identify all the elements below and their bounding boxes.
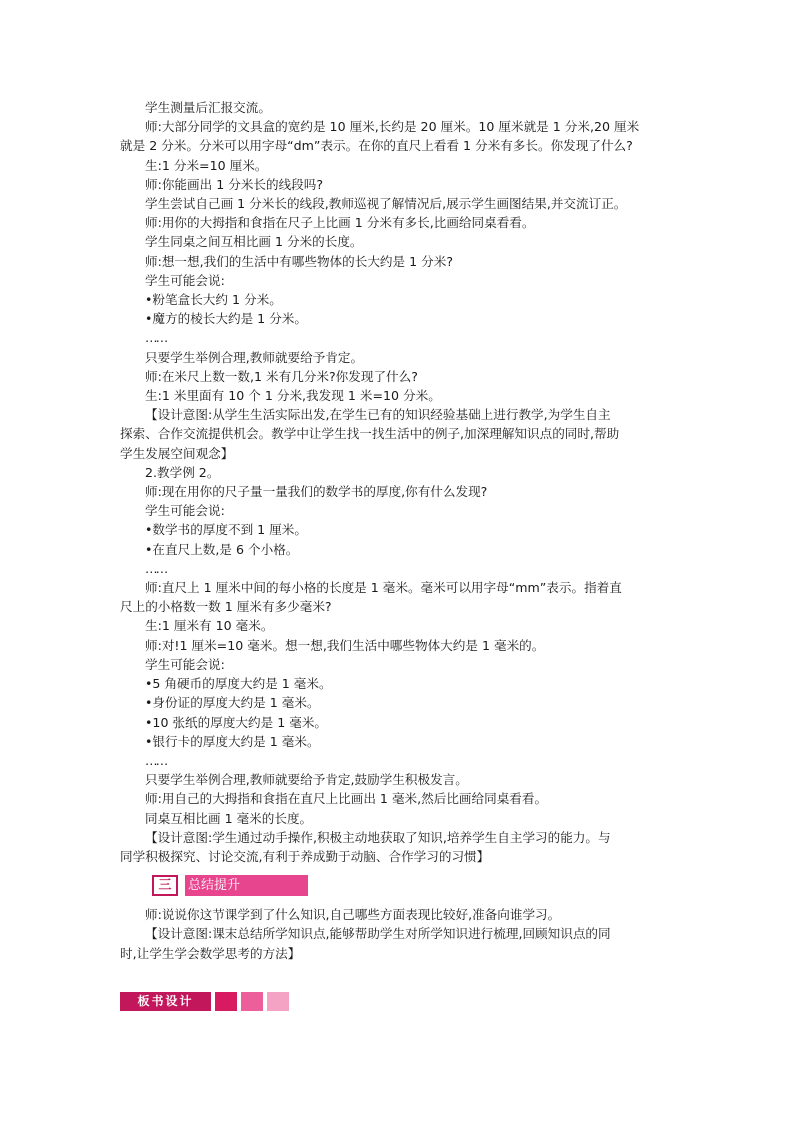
design-intent: 时,让学生学会数学思考的方法】 <box>120 945 301 961</box>
text-line: 师:对!1 厘米=10 毫米。想一想,我们生活中哪些物体大约是 1 毫米的。 <box>145 637 545 653</box>
decor-square <box>267 992 289 1011</box>
text-line: 师:说说你这节课学到了什么知识,自己哪些方面表现比较好,准备向谁学习。 <box>145 907 561 923</box>
design-intent: 同学积极探究、讨论交流,有利于养成勤于动脑、合作学习的习惯】 <box>120 848 490 864</box>
text-line: 学生可能会说: <box>145 656 225 672</box>
text-line: 生:1 分米=10 厘米。 <box>145 157 268 173</box>
text-line: 学生尝试自己画 1 分米长的线段,教师巡视了解情况后,展示学生画图结果,并交流订正。 <box>145 196 627 212</box>
text-line: 师:想一想,我们的生活中有哪些物体的长大约是 1 分米? <box>145 253 454 269</box>
ellipsis: …… <box>145 330 167 346</box>
bullet-item: •粉笔盒长大约 1 分米。 <box>145 292 282 308</box>
ellipsis: …… <box>145 560 167 576</box>
text-line: 师:直尺上 1 厘米中间的每小格的长度是 1 毫米。毫米可以用字母“mm”表示。指着直 <box>145 580 622 596</box>
text-line: 尺上的小格数一数 1 厘米有多少毫米? <box>120 599 332 615</box>
bullet-item: •身份证的厚度大约是 1 毫米。 <box>145 695 320 711</box>
text-line: 就是 2 分米。分米可以用字母“dm”表示。在你的直尺上看看 1 分米有多长。你发现了什么? <box>120 138 633 154</box>
text-line: 师:用自己的大拇指和食指在直尺上比画出 1 毫米,然后比画给同桌看看。 <box>145 791 548 807</box>
example-heading: 2.教学例 2。 <box>145 464 220 480</box>
ellipsis: …… <box>145 752 167 768</box>
board-design-label: 板书设计 <box>120 992 211 1011</box>
text-line: 学生同桌之间互相比画 1 分米的长度。 <box>145 234 363 250</box>
design-intent: 【设计意图:课末总结所学知识点,能够帮助学生对所学知识进行梳理,回顾知识点的同 <box>145 926 611 942</box>
text-line: 生:1 米里面有 10 个 1 分米,我发现 1 米=10 分米。 <box>145 388 441 404</box>
design-intent: 学生发展空间观念】 <box>120 445 234 461</box>
bullet-item: •在直尺上数,是 6 个小格。 <box>145 541 299 557</box>
bullet-item: •魔方的棱长大约是 1 分米。 <box>145 311 307 327</box>
bullet-item: •数学书的厚度不到 1 厘米。 <box>145 522 307 538</box>
text-line: 师:在米尺上数一数,1 米有几分米?你发现了什么? <box>145 368 418 384</box>
bullet-item: •银行卡的厚度大约是 1 毫米。 <box>145 733 320 749</box>
design-intent: 【设计意图:从学生生活实际出发,在学生已有的知识经验基础上进行教学,为学生自主 <box>145 407 611 423</box>
text-line: 学生可能会说: <box>145 272 225 288</box>
text-line: 学生测量后汇报交流。 <box>145 100 271 115</box>
text-line: 师:现在用你的尺子量一量我们的数学书的厚度,你有什么发现? <box>145 484 488 500</box>
text-line: 只要学生举例合理,教师就要给予肯定,鼓励学生积极发言。 <box>145 772 468 788</box>
bullet-item: •5 角硬币的厚度大约是 1 毫米。 <box>145 676 332 692</box>
text-line: 生:1 厘米有 10 毫米。 <box>145 618 274 634</box>
text-line: 只要学生举例合理,教师就要给予肯定。 <box>145 349 364 365</box>
text-line: 师:大部分同学的文具盒的宽约是 10 厘米,长约是 20 厘米。10 厘米就是 1 分米,20 厘米 <box>145 119 640 135</box>
text-line: 学生可能会说: <box>145 503 225 519</box>
section-number: 三 <box>152 875 178 896</box>
decor-square <box>215 992 237 1011</box>
section-title: 总结提升 <box>182 875 308 896</box>
board-design-header <box>120 992 289 1011</box>
text-line: 同桌互相比画 1 毫米的长度。 <box>145 810 313 826</box>
bullet-item: •10 张纸的厚度大约是 1 毫米。 <box>145 714 328 730</box>
design-intent: 探索、合作交流提供机会。教学中让学生找一找生活中的例子,加深理解知识点的同时,帮助 <box>120 426 620 442</box>
section-header-summary <box>152 873 680 897</box>
decor-square <box>241 992 263 1011</box>
design-intent: 【设计意图:学生通过动手操作,积极主动地获取了知识,培养学生自主学习的能力。与 <box>145 829 611 845</box>
lesson-content <box>120 98 680 963</box>
text-line: 师:用你的大拇指和食指在尺子上比画 1 分米有多长,比画给同桌看看。 <box>145 215 535 231</box>
text-line: 师:你能画出 1 分米长的线段吗? <box>145 176 324 192</box>
